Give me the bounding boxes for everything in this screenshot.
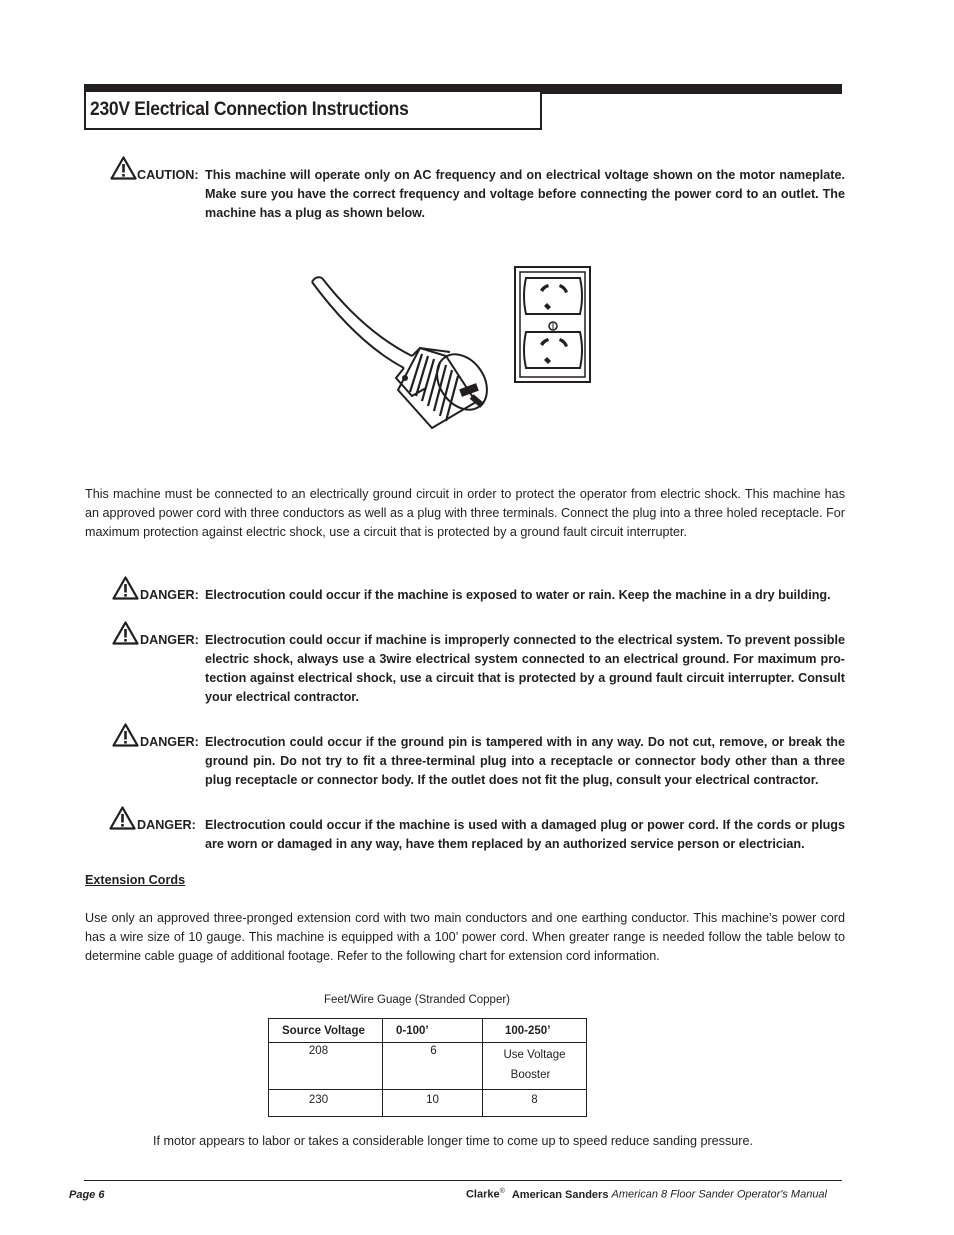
extension-cords-paragraph: Use only an approved three-pronged extension cord with two main conductors and one earthing conductor. This machine’s power cord has a wire size of 10 gauge. This machine is equipped with a 100’ power cord. When greater range is needed follow the table below to determine cable guage of additional footage. Refer to the following chart for extension cord information.	[85, 911, 845, 963]
manual-title	[466, 1188, 827, 1201]
caution-label: CAUTION:	[137, 168, 199, 182]
table-cell: 6	[383, 1043, 483, 1090]
table-row	[269, 1090, 587, 1117]
plug-illustration	[300, 270, 500, 430]
danger-text: Electrocution could occur if the machine is exposed to water or rain. Keep the machine in a dry building.	[205, 588, 831, 602]
danger-label: DANGER:	[140, 735, 199, 749]
receptacle-illustration	[514, 266, 592, 384]
sanding-note: If motor appears to labor or takes a considerable longer time to come up to speed reduce sanding pressure.	[153, 1134, 753, 1148]
warning-icon	[112, 621, 139, 645]
danger-text: Electrocution could occur if the machine is used with a damaged plug or power cord. If the cords or plugs are worn or damaged in any way, have them replaced by an authorized service person or electrician.	[205, 818, 845, 851]
extension-cords-heading: Extension Cords	[85, 873, 186, 887]
danger-text: Electrocution could occur if the ground pin is tampered with in any way. Do not cut, remove, or break the ground pin. Do not try to fit a three-terminal plug into a receptacle or connector body other than a three plug receptacle or connector body. If the outlet does not fit the plug, consult your electrical contractor.	[205, 735, 845, 787]
table-cell: 8	[483, 1090, 587, 1117]
warning-icon	[112, 723, 139, 747]
table-caption: Feet/Wire Guage (Stranded Copper)	[324, 994, 511, 1006]
table-cell: 208	[269, 1043, 383, 1090]
danger-label: DANGER:	[140, 633, 199, 647]
table-cell: 10	[383, 1090, 483, 1117]
footer-rule	[84, 1180, 842, 1181]
table-cell: 230	[269, 1090, 383, 1117]
table-cell-line: Booster	[510, 1069, 551, 1081]
caution-text: This machine will operate only on AC frequency and on electrical voltage shown on the motor nameplate. Make sure you have the correct frequency and voltage before connecting the power cord to an outlet. The machine has a plug as shown below.	[205, 168, 845, 220]
table-cell	[483, 1043, 587, 1090]
warning-icon	[109, 806, 136, 830]
grounding-paragraph: This machine must be connected to an electrically ground circuit in order to protect the operator from electric shock. This machine has an approved power cord with three conductors as well as a plug with three terminals. Connect the plug into a three holed receptacle. For maximum protection against electric shock, use a circuit that is protected by a ground fault circuit interrupter.	[85, 487, 845, 539]
danger-label: DANGER:	[137, 818, 196, 832]
registered-mark: ®	[499, 1188, 505, 1195]
column-header: 100-250’	[483, 1019, 587, 1043]
warning-icon	[112, 576, 139, 600]
table-header-row	[269, 1019, 587, 1043]
column-header: 0-100’	[383, 1019, 483, 1043]
extension-cord-table	[268, 1018, 587, 1117]
danger-label: DANGER:	[140, 588, 199, 602]
manual-name: American 8 Floor Sander Operator's Manual	[611, 1188, 827, 1201]
brand-clarke: Clarke	[465, 1188, 500, 1201]
table-row	[269, 1043, 587, 1090]
table-cell-line: Use Voltage	[503, 1049, 566, 1061]
brand-american-sanders: American Sanders	[511, 1188, 609, 1201]
column-header: Source Voltage	[269, 1019, 383, 1043]
warning-icon	[110, 156, 137, 180]
page-title: 230V Electrical Connection Instructions	[90, 99, 409, 120]
page-number: Page 6	[69, 1189, 105, 1201]
danger-text: Electrocution could occur if machine is improperly connected to the electrical system. To prevent possible electric shock, always use a 3wire electrical system connected to an electrical ground. For maximum pro-tection against electrical shock, use a circuit that is protected by a ground fault circuit interrupter. Consult your electrical contractor.	[205, 633, 845, 704]
